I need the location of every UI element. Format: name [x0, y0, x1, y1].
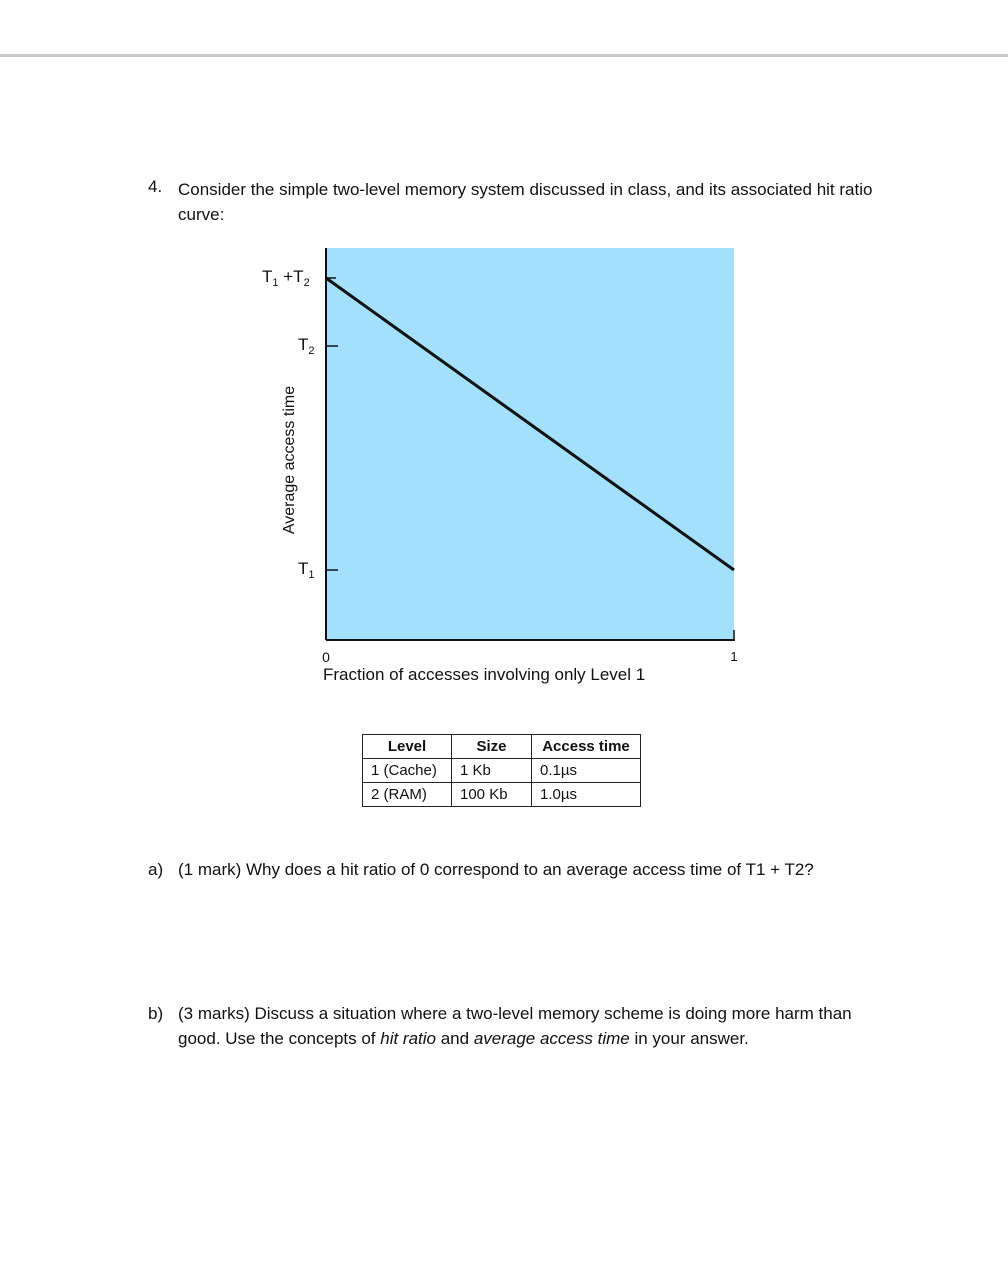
plot-area: [326, 248, 734, 640]
col-header-level: Level: [363, 735, 452, 759]
part-b-text-1: (3 marks) Discuss a situation where a two-level memory scheme is doing more harm than good. Use the concepts of: [178, 1004, 852, 1048]
col-header-size: Size: [452, 735, 532, 759]
part-b-text: [178, 1001, 878, 1051]
memory-spec-table: [362, 734, 641, 807]
part-b-text-2: and: [436, 1029, 474, 1048]
x-tick-label-0: 0: [322, 649, 330, 665]
x-tick-label-1: 1: [730, 649, 738, 664]
term-hit-ratio: hit ratio: [380, 1029, 436, 1048]
cell-size: 100 Kb: [452, 783, 532, 807]
cell-level: 1 (Cache): [363, 759, 452, 783]
question-text: Consider the simple two-level memory system discussed in class, and its associated hit ratio curve:: [178, 180, 873, 224]
part-a-label: a): [148, 860, 164, 879]
y-axis-label: Average access time: [281, 385, 298, 535]
y-tick-label-t2: $T_2$: [298, 335, 315, 357]
top-divider: [0, 54, 1008, 57]
cell-size: 1 Kb: [452, 759, 532, 783]
cell-access-time: 1.0µs: [532, 783, 641, 807]
table-row: [363, 759, 641, 783]
part-a-text: (1 mark) Why does a hit ratio of 0 correspond to an average access time of T1 + T2?: [178, 860, 814, 879]
table-header-row: [363, 735, 641, 759]
question-number: 4.: [148, 177, 163, 196]
y-tick-label-t1: $T_1$: [298, 559, 315, 581]
term-average-access-time: average access time: [473, 1029, 630, 1048]
x-axis-label: Fraction of accesses involving only Level 1: [323, 665, 646, 684]
table-row: [363, 783, 641, 807]
part-b-label: b): [148, 1004, 164, 1023]
part-b-text-3: in your answer.: [629, 1029, 749, 1048]
hit-ratio-chart: [250, 240, 750, 700]
cell-access-time: 0.1µs: [532, 759, 641, 783]
cell-level: 2 (RAM): [363, 783, 452, 807]
y-tick-label-t1t2: $T_1 +T_2$: [262, 267, 310, 289]
col-header-access-time: Access time: [532, 735, 641, 759]
